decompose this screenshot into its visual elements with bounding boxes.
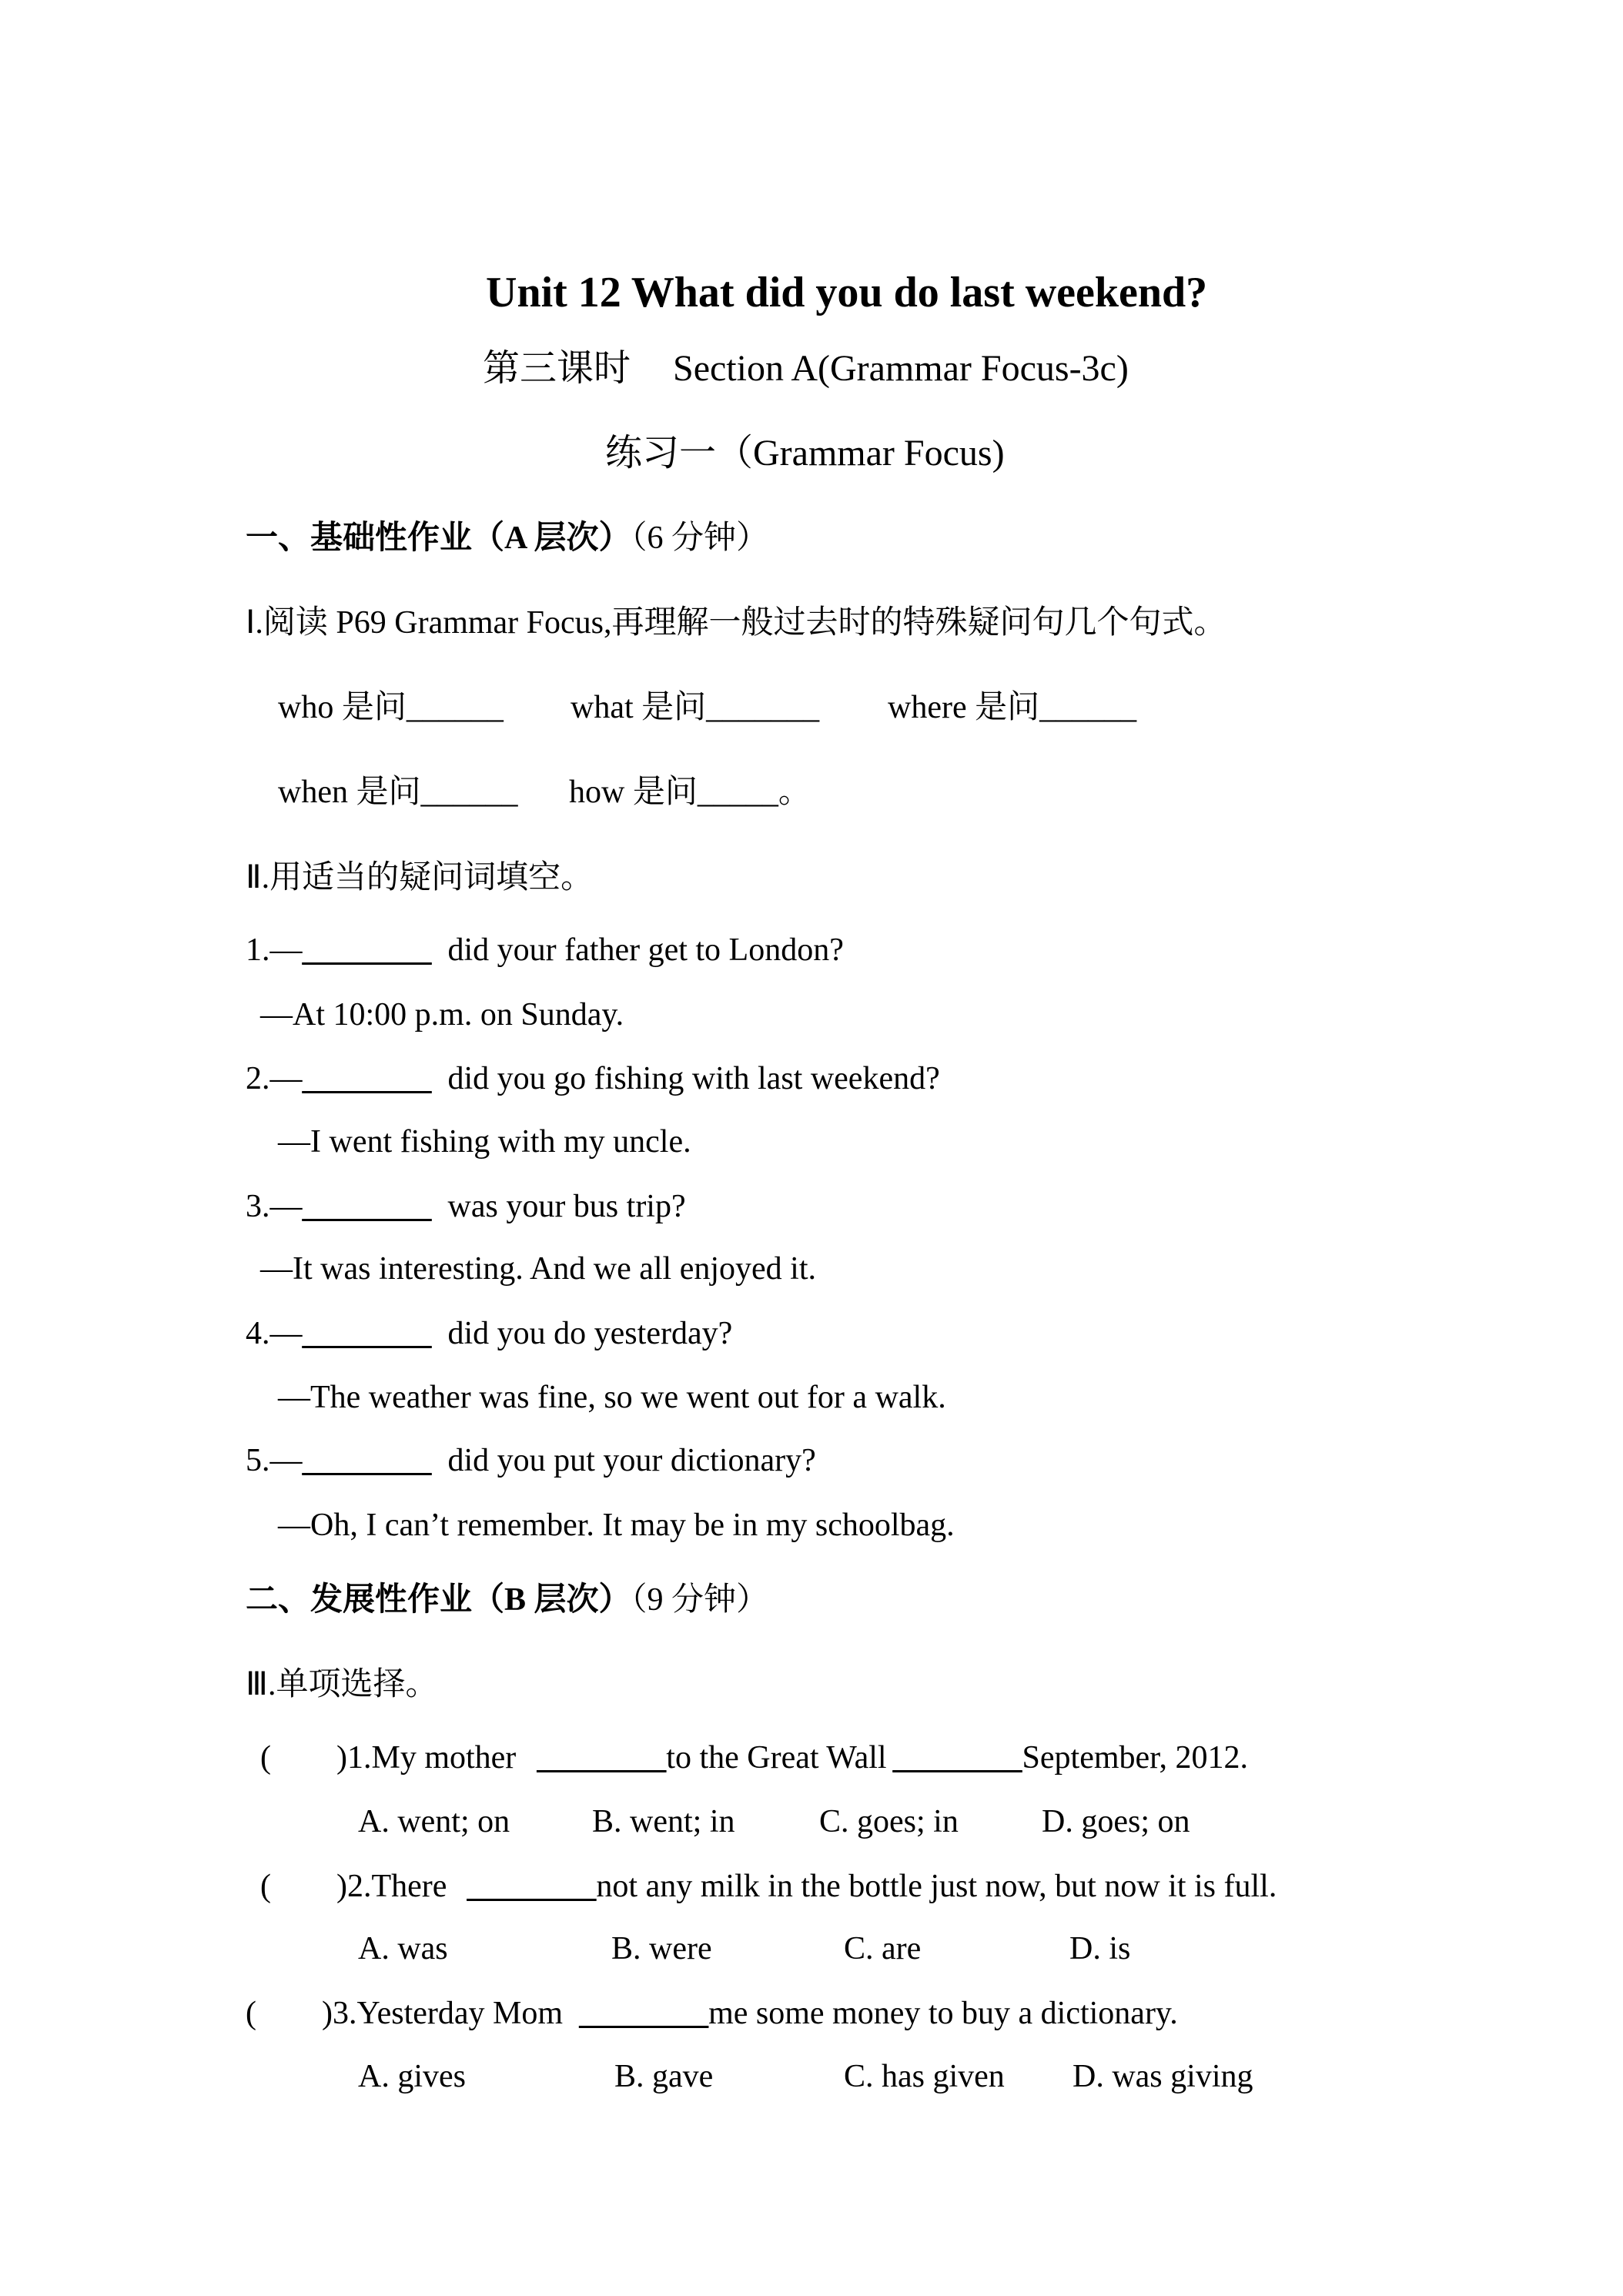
- answer-blank: ________: [302, 1189, 432, 1224]
- fill-in-what: what 是问_______: [571, 690, 820, 725]
- question-stem: )3.Yesterday Mom: [322, 1996, 564, 2031]
- question-text: did you do yesterday?: [447, 1316, 733, 1351]
- page-title: Unit 12 What did you do last weekend?: [486, 269, 1208, 316]
- answer-3: —It was interesting. And we all enjoyed it.: [260, 1251, 817, 1287]
- question-4: [246, 1314, 732, 1353]
- lesson-label: 第三课时: [483, 348, 631, 389]
- answer-blank: ________: [467, 1869, 597, 1904]
- choice-options-3: [0, 2057, 1623, 2096]
- answer-blank: ________: [579, 1996, 709, 2031]
- option-b: B. gave: [614, 2059, 714, 2094]
- question-stem: )2.There: [336, 1869, 447, 1904]
- question-number: 5.—: [246, 1443, 303, 1478]
- section-label: Section A(Grammar Focus-3c): [673, 348, 1129, 389]
- lesson-subtitle: [0, 346, 1623, 391]
- question-stem: me some money to buy a dictionary.: [708, 1996, 1178, 2031]
- section-2-instruction: Ⅱ.用适当的疑问词填空。: [246, 860, 594, 895]
- answer-2: —I went fishing with my uncle.: [278, 1124, 691, 1160]
- question-stem: )1.My mother: [336, 1740, 517, 1776]
- part-b-duration: （9 分钟）: [631, 1582, 769, 1618]
- answer-blank: ________: [302, 1316, 432, 1351]
- question-stem: September, 2012.: [1022, 1740, 1248, 1776]
- question-number: 4.—: [246, 1316, 303, 1351]
- choice-question-3: [246, 1994, 1178, 2033]
- option-c: C. goes; in: [819, 1804, 959, 1839]
- fill-in-how: how 是问_____。: [569, 775, 811, 810]
- exercise-title: 练习一（Grammar Focus): [605, 433, 1005, 474]
- question-number: 1.—: [246, 932, 303, 968]
- option-b: B. were: [611, 1931, 712, 1966]
- section-1-instruction: Ⅰ.阅读 P69 Grammar Focus,再理解一般过去时的特殊疑问句几个句式。: [246, 605, 1226, 641]
- answer-blank: ________: [537, 1740, 667, 1776]
- answer-blank: ________: [302, 1443, 432, 1478]
- question-number: 3.—: [246, 1189, 303, 1224]
- choice-question-2: [260, 1867, 1277, 1906]
- question-text: was your bus trip?: [447, 1189, 686, 1224]
- option-d: D. was giving: [1073, 2059, 1253, 2094]
- answer-5: —Oh, I can’t remember. It may be in my schoolbag.: [278, 1508, 955, 1543]
- question-3: [246, 1187, 686, 1226]
- choice-options-2: [0, 1930, 1623, 1968]
- option-a: A. was: [358, 1931, 448, 1966]
- fill-in-who: who 是问______: [278, 690, 504, 725]
- answer-1: —At 10:00 p.m. on Sunday.: [260, 997, 624, 1033]
- answer-blank: ________: [892, 1740, 1022, 1776]
- part-b-title: 二、发展性作业（B 层次）: [246, 1582, 631, 1618]
- question-2: [246, 1059, 940, 1098]
- question-number: 2.—: [246, 1061, 303, 1096]
- answer-paren-open: (: [260, 1740, 271, 1776]
- choice-question-1: [260, 1739, 1248, 1777]
- part-a-duration: （6 分钟）: [631, 520, 769, 556]
- part-a-title: 一、基础性作业（A 层次）: [246, 520, 631, 556]
- question-text: did your father get to London?: [447, 932, 844, 968]
- option-b: B. went; in: [592, 1804, 735, 1839]
- option-d: D. is: [1069, 1931, 1131, 1966]
- section-3-instruction: Ⅲ.单项选择。: [246, 1667, 438, 1702]
- option-c: C. has given: [844, 2059, 1005, 2094]
- part-b-heading: [246, 1581, 768, 1619]
- question-1: [246, 931, 844, 969]
- question-stem: not any milk in the bottle just now, but now it is full.: [596, 1869, 1277, 1904]
- answer-blank: ________: [302, 1061, 432, 1096]
- question-text: did you put your dictionary?: [447, 1443, 816, 1478]
- question-text: did you go fishing with last weekend?: [447, 1061, 940, 1096]
- answer-paren-open: (: [260, 1869, 271, 1904]
- fill-in-row-2: [0, 773, 1623, 812]
- option-c: C. are: [844, 1931, 922, 1966]
- answer-paren-open: (: [246, 1996, 256, 2031]
- option-d: D. goes; on: [1042, 1804, 1190, 1839]
- answer-4: —The weather was fine, so we went out for a walk.: [278, 1380, 946, 1415]
- question-5: [246, 1441, 816, 1480]
- fill-in-where: where 是问______: [888, 690, 1137, 725]
- option-a: A. went; on: [358, 1804, 510, 1839]
- answer-blank: ________: [302, 932, 432, 968]
- choice-options-1: [0, 1802, 1623, 1841]
- fill-in-when: when 是问______: [278, 775, 518, 810]
- question-stem: to the Great Wall: [666, 1740, 887, 1776]
- fill-in-row-1: [0, 688, 1623, 727]
- option-a: A. gives: [358, 2059, 466, 2094]
- part-a-heading: [246, 519, 768, 557]
